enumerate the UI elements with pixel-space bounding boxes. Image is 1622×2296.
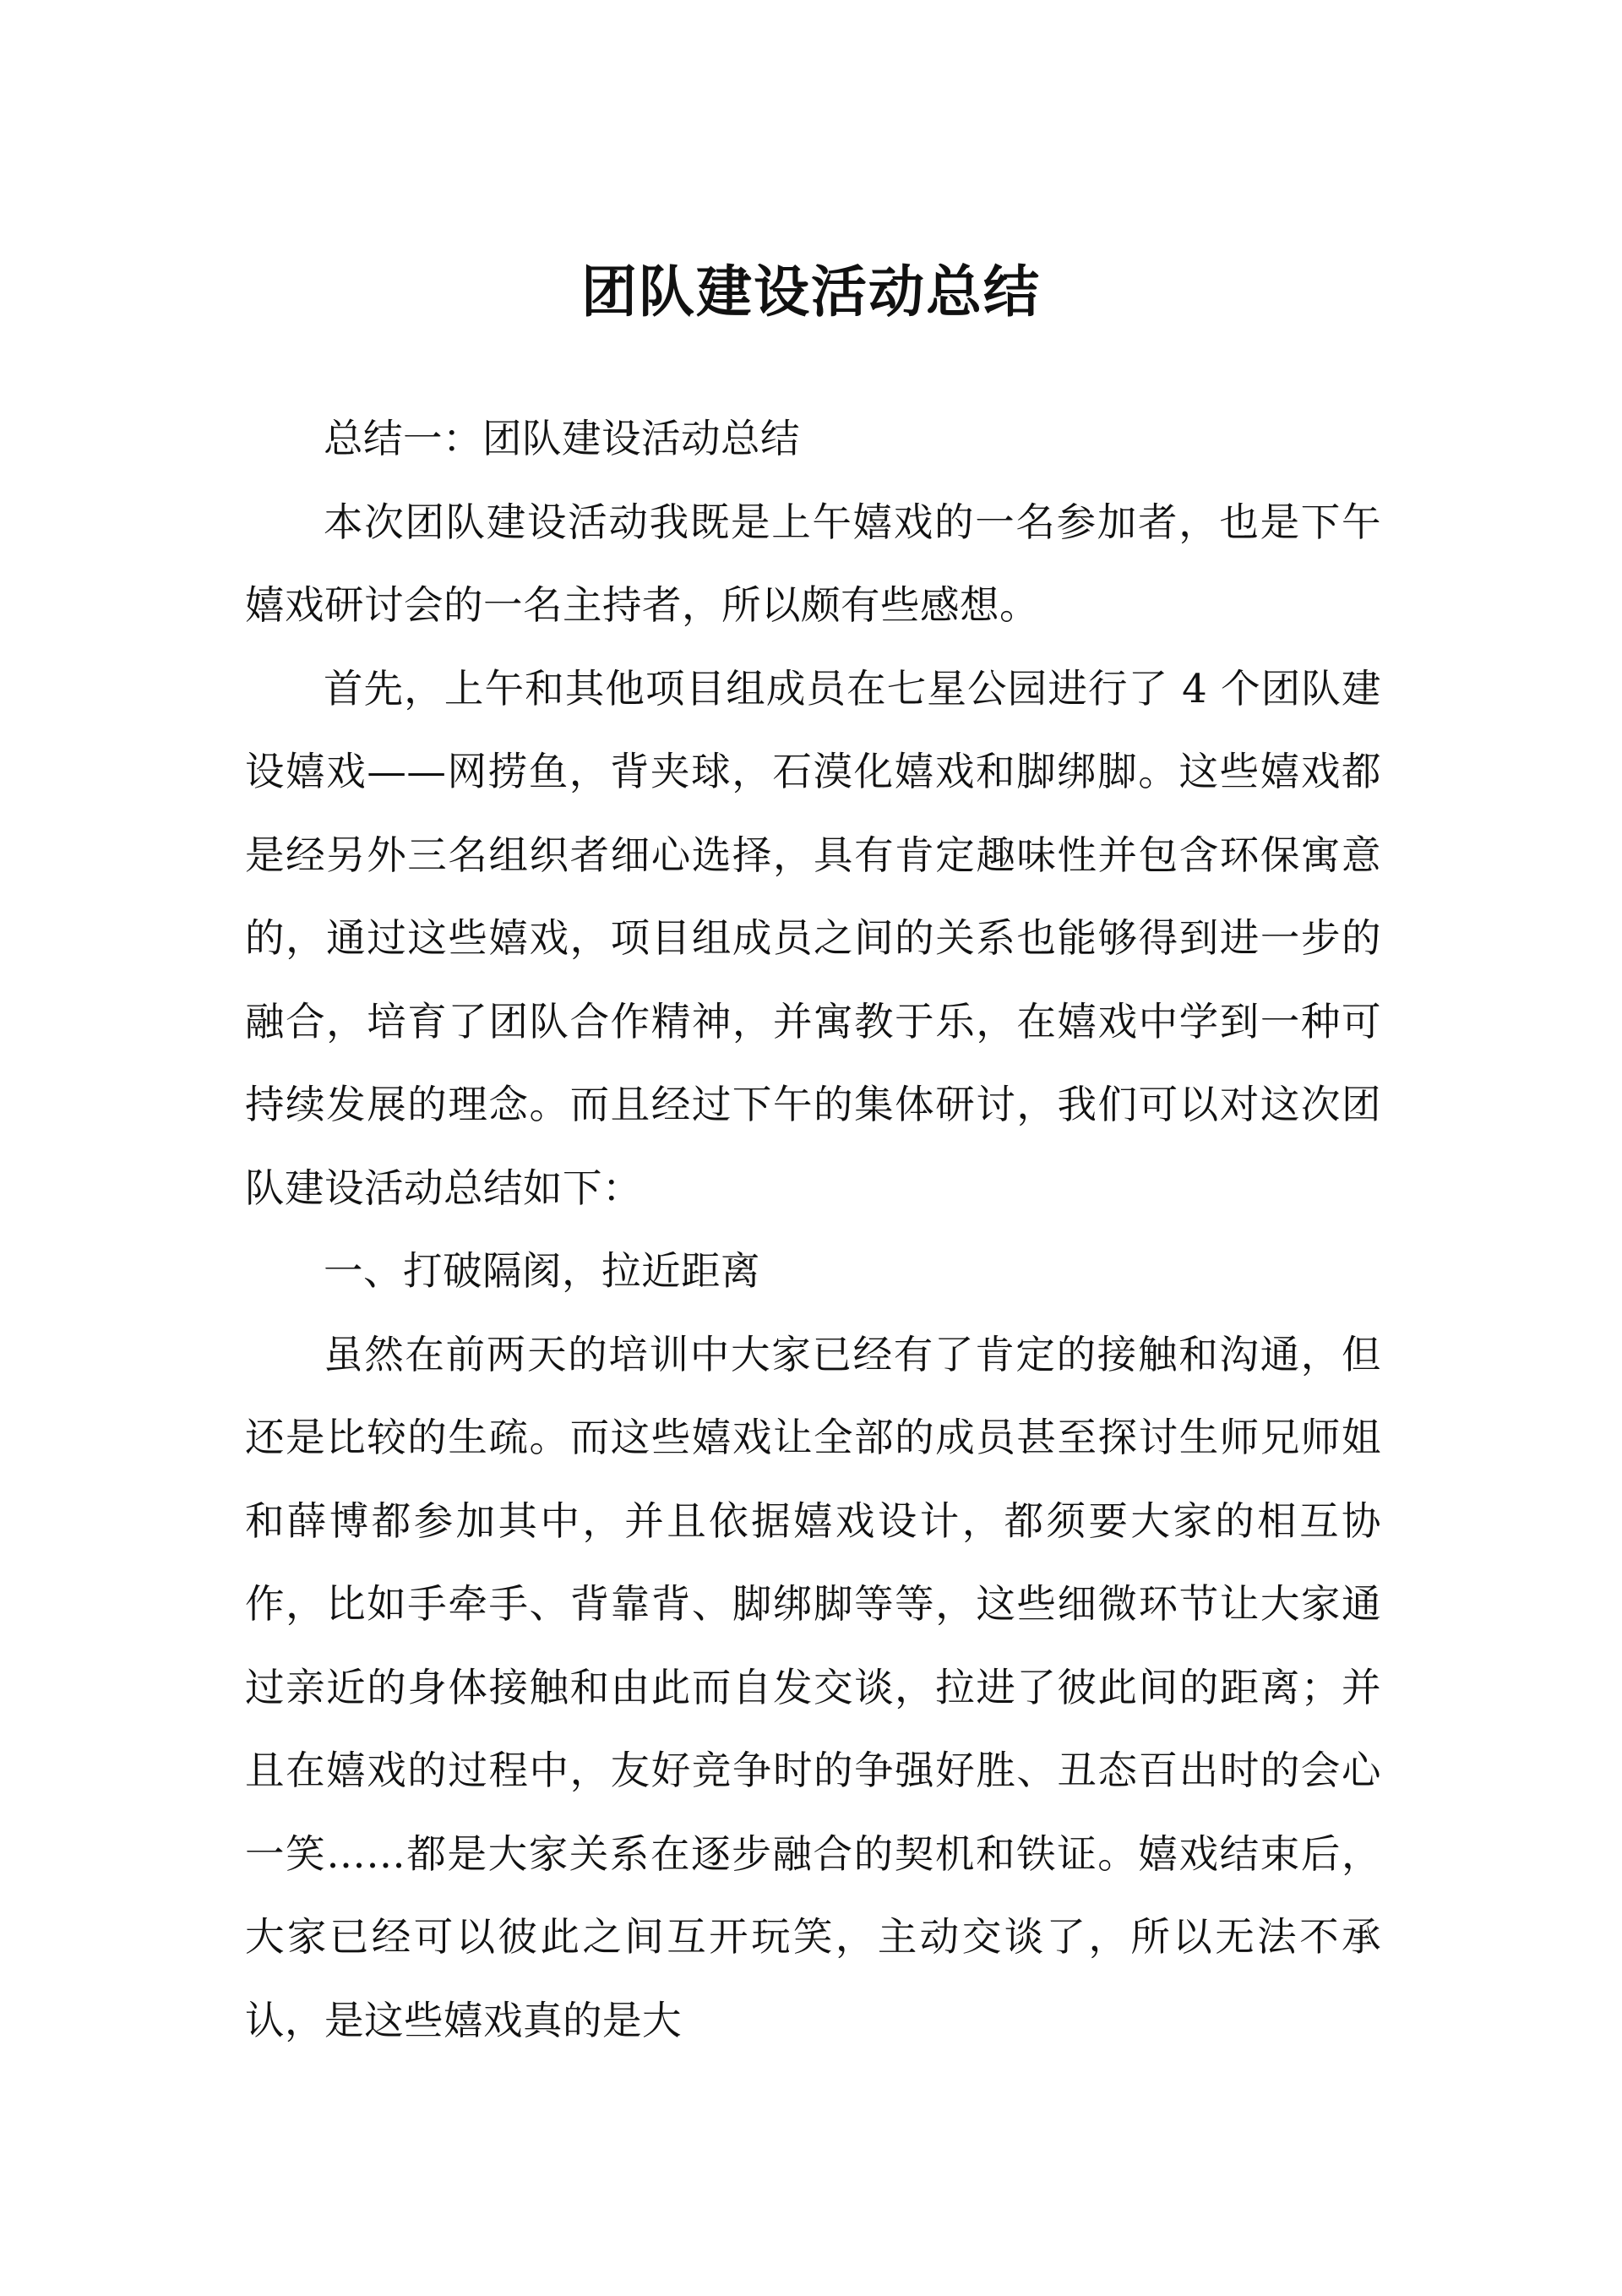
section-heading: 总结一：团队建设活动总结 [324, 416, 800, 461]
subsection-heading: 一、打破隔阂，拉近距离 [324, 1248, 760, 1294]
paragraph: 首先，上午和其他项目组成员在七星公园进行了 4 个团队建设嬉戏——网捞鱼，背夹球，石漠化嬉戏和脚绑脚。这些嬉戏都是经另外三名组织者细心选择，具有肯定趣味性并包含环保寓意的，通过这些嬉戏，项目组成员之间的关系也能够得到进一步的融合，培育了团队合作精神，并寓教于乐，在嬉戏中学到一种可持续发展的理念。而且经过下午的集体研讨，我们可以对这次团队建设活动总结如下： [245, 665, 1381, 1211]
paragraph: 虽然在前两天的培训中大家已经有了肯定的接触和沟通，但还是比较的生疏。而这些嬉戏让全部的成员甚至探讨生师兄师姐和薛博都参加其中，并且依据嬉戏设计，都须要大家的相互协作，比如手牵手、背靠背、脚绑脚等等，这些细微环节让大家通过亲近的身体接触和由此而自发交谈，拉进了彼此间的距离；并且在嬉戏的过程中，友好竞争时的争强好胜、丑态百出时的会心一笑……都是大家关系在逐步融合的契机和铁证。嬉戏结束后，大家已经可以彼此之间互开玩笑，主动交谈了，所以无法不承认，是这些嬉戏真的是大 [245, 1331, 1381, 2043]
document-body [245, 397, 1381, 2062]
paragraph: 本次团队建设活动我既是上午嬉戏的一名参加者，也是下午嬉戏研讨会的一名主持者，所以颇有些感想。 [245, 499, 1381, 628]
document-title: 团队建设活动总结 [581, 259, 1041, 324]
